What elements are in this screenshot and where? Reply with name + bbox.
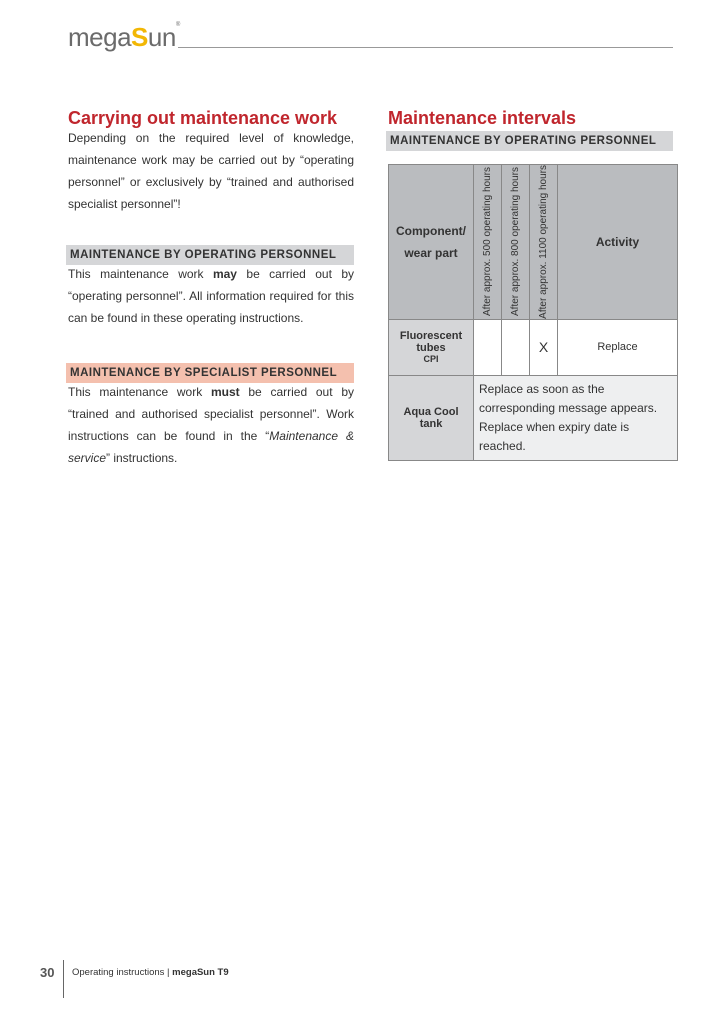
maintenance-intervals-table bbox=[388, 164, 678, 461]
row-component: Aqua Cool tank bbox=[389, 375, 474, 460]
table-row bbox=[389, 319, 678, 375]
megasun-logo: megaSun® bbox=[68, 22, 180, 52]
operating-personnel-heading: MAINTENANCE BY OPERATING PERSONNEL bbox=[66, 245, 354, 265]
cell-activity: Replace as soon as the corresponding message appears. Replace when expiry date is reached. bbox=[474, 375, 678, 460]
cell-500h bbox=[474, 319, 502, 375]
footer-rule bbox=[63, 960, 64, 998]
cell-1100h: X bbox=[530, 319, 558, 375]
table-row bbox=[389, 375, 678, 460]
cell-800h bbox=[502, 319, 530, 375]
header-800h: After approx. 800 operating hours bbox=[510, 167, 521, 317]
table-header-row bbox=[389, 165, 678, 320]
row-component: Fluorescent tubes CPI bbox=[389, 319, 474, 375]
section-title-maintenance-work: Carrying out maintenance work bbox=[68, 108, 338, 128]
header-component: Component/ wear part bbox=[389, 165, 474, 320]
section-title-maintenance-intervals: Maintenance intervals bbox=[388, 108, 577, 128]
page-number: 30 bbox=[40, 965, 55, 980]
cell-activity: Replace bbox=[558, 319, 678, 375]
specialist-personnel-heading: MAINTENANCE BY SPECIALIST PERSONNEL bbox=[66, 363, 354, 383]
intervals-heading: MAINTENANCE BY OPERATING PERSONNEL bbox=[386, 131, 673, 151]
header-rule bbox=[178, 47, 673, 48]
specialist-personnel-text: This maintenance work must be carried out by “trained and authorised specialist personnel”. Work instructions can be found in the “Maintenance & service” instructions. bbox=[68, 385, 354, 465]
header-1100h: After approx. 1100 operating hours bbox=[538, 165, 549, 319]
header-500h: After approx. 500 operating hours bbox=[482, 167, 493, 317]
header-activity: Activity bbox=[558, 165, 678, 320]
footer-text: Operating instructions | megaSun T9 bbox=[72, 967, 229, 978]
intro-text: Depending on the required level of knowledge, maintenance work may be carried out by “operating personnel” or exclusively by “trained and authorised specialist personnel”! bbox=[68, 131, 354, 211]
operating-personnel-text: This maintenance work may be carried out by “operating personnel”. All information required for this can be found in these operating instructions. bbox=[68, 267, 354, 325]
